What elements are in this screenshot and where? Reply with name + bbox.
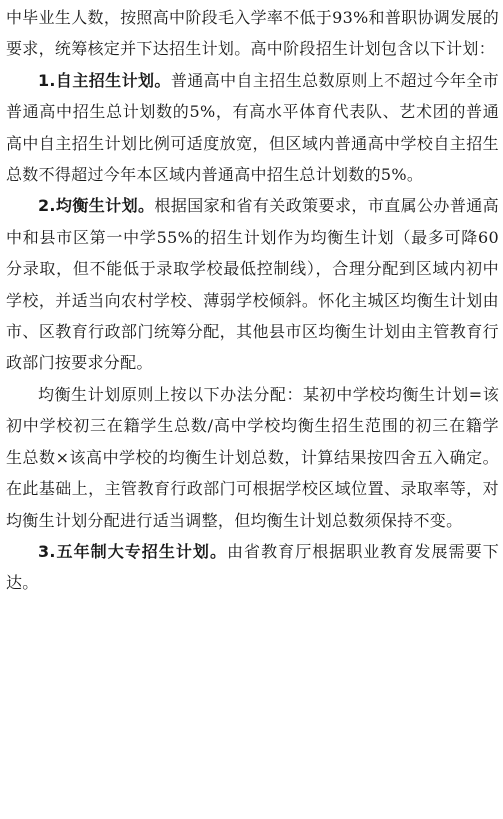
paragraph-text: 中毕业生人数，按照高中阶段毛入学率不低于93%和普职协调发展的要求，统筹核定并下达招生计划。高中阶段招生计划包含以下计划： [6, 8, 499, 59]
paragraph-balanced-plan [6, 190, 499, 378]
paragraph-text: 根据国家和省有关政策要求，市直属公办普通高中和县市区第一中学55%的招生计划作为均衡生计划（最多可降60分录取，但不能低于录取学校最低控制线），合理分配到区域内初中学校，并适当向农村学校、薄弱学校倾斜。怀化主城区均衡生计划由市、区教育行政部门统筹分配，其他县市区均衡生计划由主管教育行政部门按要求分配。 [6, 196, 499, 373]
section-heading: 2.均衡生计划。 [38, 196, 155, 216]
paragraph-autonomous-enrollment [6, 65, 499, 191]
paragraph-intro [6, 2, 499, 65]
paragraph-text: 由省教育厅根据职业教育发展需要下达。 [6, 541, 499, 593]
paragraph-text: 均衡生计划原则上按以下办法分配：某初中学校均衡生计划=该初中学校初三在籍学生总数/高中学校均衡生招生范围的初三在籍学生总数×该高中学校的均衡生计划总数，计算结果按四舍五入确定。在此基础上，主管教育行政部门可根据学校区域位置、录取率等，对均衡生计划分配进行适当调整，但均衡生计划总数须保持不变。 [6, 384, 499, 530]
paragraph-five-year-college [6, 536, 499, 599]
section-heading: 1.自主招生计划。 [38, 70, 171, 90]
section-heading: 3.五年制大专招生计划。 [38, 541, 228, 561]
paragraph-text: 普通高中自主招生总数原则上不超过今年全市普通高中招生总计划数的5%，有高水平体育代表队、艺术团的普通高中自主招生计划比例可适度放宽，但区域内普通高中学校自主招生总数不得超过今年本区域内普通高中招生总计划数的5%。 [6, 70, 499, 185]
paragraph-balanced-allocation [6, 379, 499, 536]
